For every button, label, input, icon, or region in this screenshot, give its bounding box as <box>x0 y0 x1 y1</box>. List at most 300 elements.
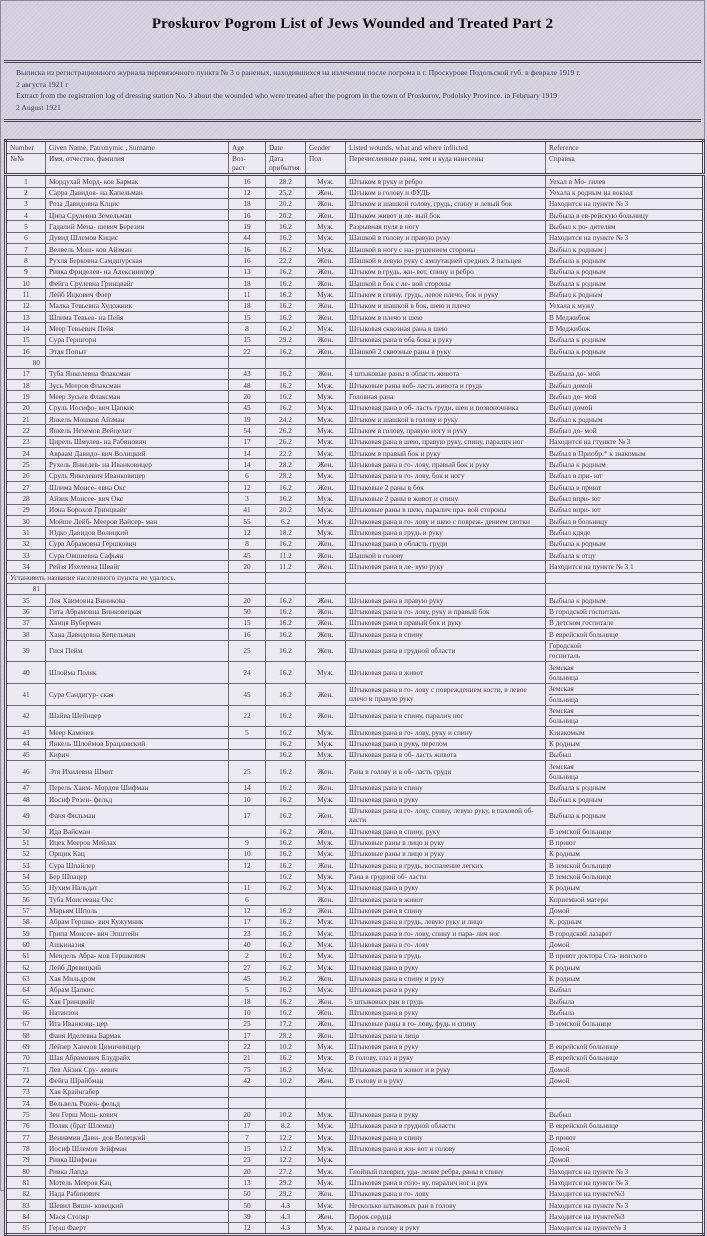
cell-number: 52 <box>6 848 46 859</box>
cell-number: 12 <box>6 300 46 311</box>
cell-number: 41 <box>6 683 46 705</box>
cell-age: 5 <box>229 727 266 738</box>
page-title: Proskurov Pogrom List of Jews Wounded and Treated Part 2 <box>151 16 554 32</box>
cell-age: 15 <box>229 1143 266 1154</box>
cell-wounds: Шашкой в бок с ле- вой стороны <box>346 278 546 289</box>
cell-name: Авраам Давидо- вич Волицкий <box>46 448 229 459</box>
cell-wounds: Штыковая рана в голо- ву, паралич ног и рук <box>346 1177 546 1188</box>
cell-date: 22.2 <box>266 448 306 459</box>
cell-number: 8 <box>6 255 46 266</box>
cell-gender: Жен. <box>306 1007 346 1018</box>
cell-name: Хая Крайнгабер <box>46 1086 229 1097</box>
cell-age: 20 <box>229 1109 266 1120</box>
cell-reference: Домой <box>546 905 704 916</box>
cell-gender: Муж. <box>306 794 346 805</box>
cell-wounds: Штыком и шашкой в голову и руку <box>346 414 546 425</box>
cell-date: 16.2 <box>266 882 306 893</box>
cell-wounds: Штыковая рана в го- лову, руку и спину <box>346 727 546 738</box>
cell-age: 6 <box>229 470 266 481</box>
cell-wounds: Штыковая рана в шею, правую руку, спину, паралич ног <box>346 436 546 447</box>
reference-line: Земская <box>549 706 574 716</box>
table-row <box>6 1120 704 1131</box>
cell-age: 41 <box>229 504 266 515</box>
cell-date: 16.2 <box>266 1064 306 1075</box>
cell-name: Иона Борохов Гринцвайг <box>46 504 229 515</box>
cell-name: Меер Каменев <box>46 727 229 738</box>
cell-reference: Выбыл кдяде <box>546 527 704 538</box>
cell-reference: Уехал в Мо- гилев <box>546 175 704 187</box>
cell-gender: Муж. <box>306 939 346 950</box>
cell-name: Янкель Мошков Айзман <box>46 414 229 425</box>
cell-number: 70 <box>6 1052 46 1063</box>
cell-wounds: Штыковая рана в оба бока и руку <box>346 334 546 345</box>
cell-name: Шайва Шейнцер <box>46 705 229 727</box>
cell-empty <box>546 583 704 594</box>
cell-wounds: Штыком в плечо и шею <box>346 312 546 323</box>
cell-date: 16.2 <box>266 939 306 950</box>
table-row <box>6 323 704 334</box>
cell-wounds: Штыковая рана в спину, паралич ног <box>346 705 546 727</box>
cell-gender: Муж. <box>306 837 346 848</box>
cell-age: 45 <box>229 973 266 984</box>
cell-number: 77 <box>6 1132 46 1143</box>
intro-block <box>4 60 701 122</box>
cell-name: Сура Шпайлер <box>46 860 229 871</box>
table-body <box>6 175 704 1235</box>
cell-age: 17 <box>229 1120 266 1131</box>
cell-gender: Жен. <box>306 595 346 606</box>
cell-date: 29.2 <box>266 1177 306 1188</box>
cell-reference: Выбыла к родным <box>546 346 704 357</box>
cell-date: 24.2 <box>266 414 306 425</box>
cell-reference: Выбыла к родным <box>546 782 704 793</box>
cell-name: Нада Рабинович <box>46 1188 229 1199</box>
table-row <box>6 738 704 749</box>
cell-age <box>229 738 266 749</box>
cell-gender <box>306 1086 346 1097</box>
cell-age <box>229 1086 266 1097</box>
cell-wounds: Штыковая рана в руку <box>346 794 546 805</box>
cell-reference: Выбыла к родным <box>546 278 704 289</box>
cell-reference: Находится на пункте № 3 <box>546 1177 704 1188</box>
cell-wounds: В голову и в руку <box>346 1075 546 1086</box>
col-header-age: Age <box>229 141 266 153</box>
table-row <box>6 1132 704 1143</box>
table-row <box>6 380 704 391</box>
cell-name: Ривка Шифман <box>46 1154 229 1165</box>
col-header-reference: Reference <box>546 141 704 153</box>
table-wrapper <box>4 139 701 1236</box>
cell-number: 17 <box>6 368 46 379</box>
cell-empty <box>229 583 266 594</box>
cell-number: 72 <box>6 1075 46 1086</box>
cell-gender: Жен. <box>306 210 346 221</box>
table-row <box>6 848 704 859</box>
cell-reference: Выбыла в приют <box>546 482 704 493</box>
cell-reference <box>546 761 704 783</box>
cell-gender: Муж. <box>306 436 346 447</box>
table-row <box>6 244 704 255</box>
cell-name: Рухля Берковна Самдшурская <box>46 255 229 266</box>
cell-gender: Жен. <box>306 894 346 905</box>
table-row <box>6 346 704 357</box>
cell-name: Лея Хаимовна Виникова <box>46 595 229 606</box>
cell-gender: Муж. <box>306 1143 346 1154</box>
cell-number: 26 <box>6 470 46 481</box>
cell-empty <box>546 572 704 583</box>
table-row <box>6 312 704 323</box>
table-row <box>6 662 704 684</box>
cell-number: 39 <box>6 640 46 662</box>
cell-age: 22 <box>229 346 266 357</box>
cell-age: 20 <box>229 1166 266 1177</box>
cell-date: 12.2 <box>266 1143 306 1154</box>
cell-name: Ривка Фриделев- на Алексинипер <box>46 266 229 277</box>
cell-age: 13 <box>229 266 266 277</box>
table-row <box>6 1222 704 1234</box>
cell-gender: Муж. <box>306 425 346 436</box>
cell-gender: Жен. <box>306 278 346 289</box>
table-row <box>6 794 704 805</box>
cell-reference: Выбыла до- мой <box>546 368 704 379</box>
cell-name: Сура Абрамовна Гершкович <box>46 538 229 549</box>
table-row <box>6 805 704 826</box>
cell-date: 16.2 <box>266 782 306 793</box>
cell-gender: Жен. <box>306 482 346 493</box>
table-row <box>6 1109 704 1120</box>
cell-gender: Жен. <box>306 705 346 727</box>
cell-name: Гадалий Мена- шевич Березин <box>46 221 229 232</box>
table-row <box>6 198 704 209</box>
cell-date: 11.2 <box>266 561 306 572</box>
cell-name: Фаня Иделевна Бармак <box>46 1030 229 1041</box>
cell-reference: В еврейской больнице <box>546 1052 704 1063</box>
cell-number: 1 <box>6 175 46 187</box>
cell-wounds: 5 штыковых ран в грудь <box>346 996 546 1007</box>
cell-date: 16.2 <box>266 837 306 848</box>
cell-number: 64 <box>6 984 46 995</box>
cell-name: Иосиф Розен- фельд <box>46 794 229 805</box>
table-row <box>6 334 704 345</box>
cell-reference: В Меджибож <box>546 323 704 334</box>
cell-age: 18 <box>229 996 266 1007</box>
cell-gender: Жен. <box>306 1018 346 1029</box>
cell-gender: Жен. <box>306 538 346 549</box>
cell-date: 28.2 <box>266 470 306 481</box>
table-row <box>6 1188 704 1199</box>
cell-wounds: Несколько штыковых ран в голову <box>346 1200 546 1211</box>
table-row <box>6 871 704 882</box>
cell-number: 80 <box>6 1166 46 1177</box>
table-row <box>6 255 704 266</box>
cell-number: 71 <box>6 1064 46 1075</box>
table-row <box>6 928 704 939</box>
cell-wounds: Штыковая рана в правый бок и руку <box>346 617 546 628</box>
cell-wounds: Штыковая рана в руку <box>346 1007 546 1018</box>
table-row <box>6 187 704 198</box>
cell-name: Ципа Срулевна Земельман <box>46 210 229 221</box>
cell-age: 18 <box>229 198 266 209</box>
cell-age: 14 <box>229 459 266 470</box>
cell-date: 16.2 <box>266 368 306 379</box>
cell-empty <box>266 572 306 583</box>
cell-age: 8 <box>229 323 266 334</box>
table-row <box>6 860 704 871</box>
cell-gender: Муж. <box>306 527 346 538</box>
table-row <box>6 727 704 738</box>
cell-reference: Находится на пункте № 3 1 <box>546 561 704 572</box>
cell-age: 5 <box>229 984 266 995</box>
cell-wounds: Порок сердца <box>346 1211 546 1222</box>
cell-number: 29 <box>6 504 46 515</box>
cell-gender: Муж. <box>306 950 346 961</box>
cell-reference: Выбыла <box>546 996 704 1007</box>
cell-date: 16.2 <box>266 738 306 749</box>
cell-age: 8 <box>229 538 266 549</box>
cell-name: Рейзя Ихелевна Швайг <box>46 561 229 572</box>
cell-date: 16.2 <box>266 221 306 232</box>
cell-gender: Муж. <box>306 1177 346 1188</box>
cell-date: 6.2 <box>266 516 306 527</box>
cell-wounds: Штыком и шашкой голову, грудь, спину и левый бок <box>346 198 546 209</box>
reference-line: больница <box>549 715 699 725</box>
cell-reference: Выбыла к родным <box>546 334 704 345</box>
table-row <box>6 459 704 470</box>
cell-date: 16.2 <box>266 662 306 684</box>
cell-name: Ицек Мееров Мейлах <box>46 837 229 848</box>
cell-reference: В земской больнице <box>546 860 704 871</box>
cell-name: Гита Абрамовна Винковецкая <box>46 606 229 617</box>
cell-number: 56 <box>6 894 46 905</box>
cell-wounds: Штыковая рана в область груди <box>346 538 546 549</box>
cell-reference: В приют <box>546 1132 704 1143</box>
cell-number: 37 <box>6 617 46 628</box>
cell-number: 53 <box>6 860 46 871</box>
cell-age: 24 <box>229 662 266 684</box>
cell-gender: Муж. <box>306 1200 346 1211</box>
cell-reference: Домой <box>546 1064 704 1075</box>
cell-age: 12 <box>229 482 266 493</box>
cell-gender: Муж. <box>306 414 346 425</box>
cell-age: 11 <box>229 882 266 893</box>
table-row <box>6 425 704 436</box>
cell-reference <box>546 662 704 684</box>
col-header-ru-name: Имя, отчество, фамилия <box>46 153 229 175</box>
cell-date: 22.2 <box>266 255 306 266</box>
cell-wounds: Штыковая рана в живот <box>346 662 546 684</box>
cell-number: 2 <box>6 187 46 198</box>
cell-empty <box>229 572 266 583</box>
cell-age: 16 <box>229 210 266 221</box>
cell-wounds: Штыковые раны в го- лову, фудь и спину <box>346 1018 546 1029</box>
cell-reference: В земской больнице <box>546 826 704 837</box>
cell-date: 16.2 <box>266 805 306 826</box>
cell-number: 83 <box>6 1200 46 1211</box>
table-row <box>6 266 704 277</box>
cell-age: 45 <box>229 550 266 561</box>
cell-age <box>229 749 266 760</box>
table-row <box>6 504 704 515</box>
cell-gender: Жен. <box>306 255 346 266</box>
cell-date: 26.2 <box>266 425 306 436</box>
cell-date: 10.2 <box>266 1041 306 1052</box>
cell-reference: Выбыл впри- ют <box>546 493 704 504</box>
cell-date: 16.2 <box>266 380 306 391</box>
cell-name: Ханця Вуберман <box>46 617 229 628</box>
cell-wounds: Штыковая рана в го- лову, спину и пара- лич ног <box>346 928 546 939</box>
cell-name: Туба Янкелевна Флаксман <box>46 368 229 379</box>
cell-name: Зусь Мееров Флаксман <box>46 380 229 391</box>
cell-age: 11 <box>229 289 266 300</box>
cell-reference <box>546 705 704 727</box>
cell-date: 16.2 <box>266 323 306 334</box>
cell-name: Лев Айзик Сру- левич <box>46 1064 229 1075</box>
cell-wounds <box>346 1086 546 1097</box>
cell-gender: Муж. <box>306 504 346 515</box>
cell-number: 3 <box>6 198 46 209</box>
cell-date: 16.2 <box>266 595 306 606</box>
table-row <box>6 1030 704 1041</box>
cell-number: 69 <box>6 1041 46 1052</box>
cell-name: Фейга Шрайбман <box>46 1075 229 1086</box>
cell-gender: Жен. <box>306 300 346 311</box>
cell-age: 16 <box>229 255 266 266</box>
cell-age: 17 <box>229 1030 266 1041</box>
cell-date: 16.2 <box>266 640 306 662</box>
cell-reference: К родным <box>546 738 704 749</box>
cell-name: Шая Абрамович Блудрайх <box>46 1052 229 1063</box>
cell-reference <box>546 1030 704 1041</box>
table-row <box>6 782 704 793</box>
cell-number: 28 <box>6 493 46 504</box>
cell-gender: Жен. <box>306 826 346 837</box>
cell-number: 30 <box>6 516 46 527</box>
cell-reference: Выбыла в ев-рейскую больницу <box>546 210 704 221</box>
cell-reference: Домой <box>546 939 704 950</box>
cell-reference: Выбыл к родным <box>546 289 704 300</box>
cell-date: 16.2 <box>266 300 306 311</box>
cell-number: 19 <box>6 391 46 402</box>
cell-wounds: Штыковая рана в го- лову, бок и ногу <box>346 470 546 481</box>
cell-number: 84 <box>6 1211 46 1222</box>
table-row <box>6 436 704 447</box>
table-row <box>6 402 704 413</box>
cell-name: Зен Герш Мош- кович <box>46 1109 229 1120</box>
cell-age: 55 <box>229 516 266 527</box>
cell-name: Сруль Иосифо- вич Цапкис <box>46 402 229 413</box>
cell-name: Шлойма Поляк <box>46 662 229 684</box>
cell-name: Велвель Мош- ков Айзман <box>46 244 229 255</box>
cell-reference: Находится на пункте№3 <box>546 1211 704 1222</box>
cell-name: Меер Тевьевич Пейя <box>46 323 229 334</box>
cell-wounds: Штыковая рана в спину <box>346 629 546 640</box>
cell-date: 12.2 <box>266 1132 306 1143</box>
table-row <box>6 221 704 232</box>
cell-date: 4.3 <box>266 1200 306 1211</box>
cell-date: 20.2 <box>266 504 306 515</box>
cell-reference: Выбыла к родным <box>546 595 704 606</box>
cell-date: 16.2 <box>266 1007 306 1018</box>
header-row-en <box>6 141 704 153</box>
cell-wounds: Штыковая рана в го- лову, руку и правый бок <box>346 606 546 617</box>
cell-number: 45 <box>6 749 46 760</box>
cell-age: 12 <box>229 527 266 538</box>
cell-date: 16.2 <box>266 848 306 859</box>
cell-reference: Выбыл впри- ют <box>546 504 704 515</box>
cell-wounds: Штыковая рана в спину, руку <box>346 826 546 837</box>
cell-reference: В городской госпиталь <box>546 606 704 617</box>
cell-date: 16.2 <box>266 950 306 961</box>
cell-number: 60 <box>6 939 46 950</box>
cell-number: 10 <box>6 278 46 289</box>
cell-age: 50 <box>229 606 266 617</box>
cell-number: 58 <box>6 916 46 927</box>
cell-age: 44 <box>229 232 266 243</box>
cell-date: 16.2 <box>266 482 306 493</box>
cell-name: Дувид Шлемов Кицис <box>46 232 229 243</box>
table-row <box>6 826 704 837</box>
table-row <box>6 1200 704 1211</box>
cell-wounds: Штыковая рана в правую руку <box>346 595 546 606</box>
cell-name: Сруль Янкелевич Иванковицер <box>46 470 229 481</box>
cell-reference: К родным <box>546 848 704 859</box>
cell-age: 43 <box>229 368 266 379</box>
cell-wounds: Штыковая рана в го- лову и шею с повреж- дением глотки <box>346 516 546 527</box>
cell-date: 16.2 <box>266 606 306 617</box>
table-row <box>6 561 704 572</box>
col-header-wounds: Listed wounds, what and where inflicted <box>346 141 546 153</box>
cell-reference <box>546 640 704 662</box>
cell-age: 7 <box>229 1132 266 1143</box>
cell-age: 19 <box>229 221 266 232</box>
cell-name: Бер Шпацер <box>46 871 229 882</box>
cell-gender: Жен. <box>306 606 346 617</box>
cell-date: 26.2 <box>266 436 306 447</box>
cell-number: 65 <box>6 996 46 1007</box>
cell-date: 8.2 <box>266 1120 306 1131</box>
table-row <box>6 175 704 187</box>
table-row <box>6 1086 704 1097</box>
cell-empty <box>46 357 229 368</box>
cell-number: 40 <box>6 662 46 684</box>
cell-age: 42 <box>229 1075 266 1086</box>
cell-wounds: Штыковая рана в ле- вую руку <box>346 561 546 572</box>
cell-reference: Уехала к мужу <box>546 300 704 311</box>
cell-gender: Муж. <box>306 727 346 738</box>
table-row <box>6 629 704 640</box>
cell-number: 57 <box>6 905 46 916</box>
cell-name: Перель Хаим- Мордов Шифман <box>46 782 229 793</box>
cell-gender: Жен. <box>306 973 346 984</box>
cell-age: 20 <box>229 595 266 606</box>
cell-number: 49 <box>6 805 46 826</box>
table-row <box>6 916 704 927</box>
cell-number: 67 <box>6 1018 46 1029</box>
cell-gender: Муж. <box>306 1064 346 1075</box>
cell-gender: Муж. <box>306 244 346 255</box>
cell-date: 16.2 <box>266 266 306 277</box>
cell-gender: Жен. <box>306 761 346 783</box>
cell-reference: Выбыл в больницу <box>546 516 704 527</box>
cell-reference: Выбыл в Приобр.* к знакомым <box>546 448 704 459</box>
cell-date <box>266 1086 306 1097</box>
cell-gender: Жен. <box>306 346 346 357</box>
cell-name: Вельвель Розен- фельд <box>46 1098 229 1109</box>
cell-age: 17 <box>229 805 266 826</box>
cell-wounds: Штыковая рана в спину <box>346 782 546 793</box>
cell-wounds: Штыковая рана в спину <box>346 905 546 916</box>
cell-name: Малка Тевьевна Художник <box>46 300 229 311</box>
